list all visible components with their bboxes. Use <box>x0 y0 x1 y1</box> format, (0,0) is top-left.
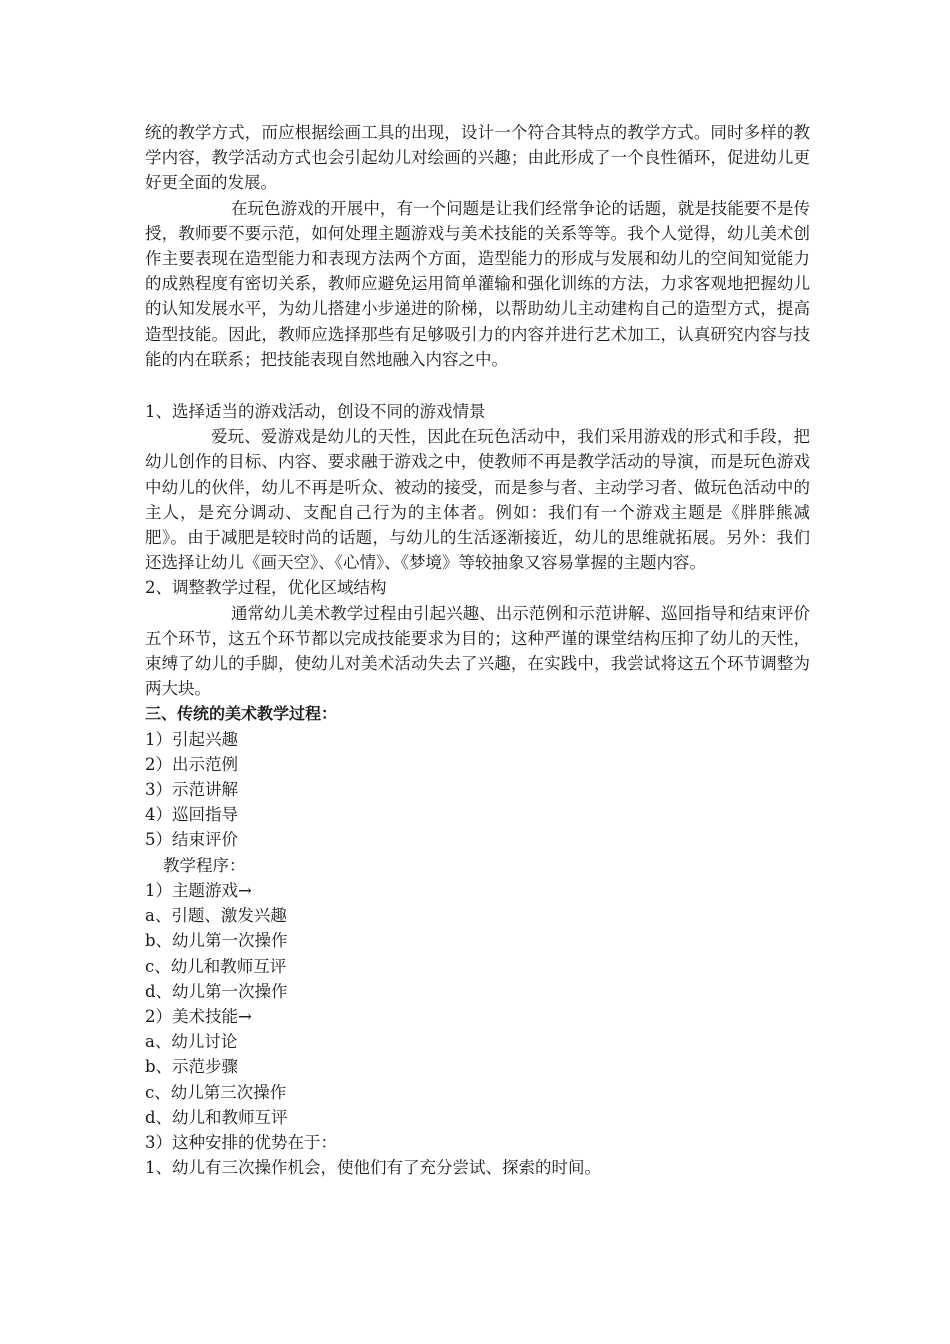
program-part1-item: a、引题、激发兴趣 <box>145 906 287 926</box>
section1-body: 爱玩、爱游戏是幼儿的天性，因此在玩色活动中，我们采用游戏的形式和手段，把幼儿创作的目标、内容、要求融于游戏之中，使教师不再是教学活动的导演，而是玩色游戏中幼儿的伙伴，幼儿不再是听众、被动的接受，而是参与者、主动学习者、做玩色活动中的主人，是充分调动、支配自己行为的主体者。例如：我们有一个游戏主题是《胖胖熊减肥》。由于减肥是较时尚的话题，与幼儿的生活逐渐接近，幼儿的思维就拓展。另外：我们还选择让幼儿《画天空》、《心情》、《梦境》等较抽象又容易掌握的主题内容。 <box>145 427 810 573</box>
document-body <box>145 120 810 1180</box>
traditional-step: 5）结束评价 <box>145 830 238 850</box>
section2-body: 通常幼儿美术教学过程由引起兴趣、出示范例和示范讲解、巡回指导和结束评价五个环节，这五个环节都以完成技能要求为目的；这种严谨的课堂结构压抑了幼儿的天性，束缚了幼儿的手脚，使幼儿对美术活动失去了兴趣，在实践中，我尝试将这五个环节调整为两大块。 <box>145 603 810 699</box>
program-label: 教学程序： <box>163 855 246 875</box>
section1-title: 1、选择适当的游戏活动，创设不同的游戏情景 <box>145 402 486 422</box>
program-part2-item: b、示范步骤 <box>145 1057 239 1077</box>
section2-title: 2、调整教学过程，优化区域结构 <box>145 578 387 598</box>
program-part2-item: c、幼儿第三次操作 <box>145 1082 287 1102</box>
advantage-label: 3）这种安排的优势在于： <box>145 1132 337 1152</box>
paragraph-skill: 在玩色游戏的开展中，有一个问题是让我们经常争论的话题，就是技能要不是传授，教师要不要示范，如何处理主题游戏与美术技能的关系等等。我个人觉得，幼儿美术创作主要表现在造型能力和表现方法两个方面，造型能力的形成与发展和幼儿的空间知觉能力的成熟程度有密切关系，教师应避免运用简单灌输和强化训练的方法，力求客观地把握幼儿的认知发展水平，为幼儿搭建小步递进的阶梯，以帮助幼儿主动建构自己的造型方式，提高造型技能。因此，教师应选择那些有足够吸引力的内容并进行艺术加工，认真研究内容与技能的内在联系；把技能表现自然地融入内容之中。 <box>145 198 810 369</box>
blank-line <box>145 372 810 399</box>
paragraph-intro: 统的教学方式，而应根据绘画工具的出现，设计一个符合其特点的教学方式。同时多样的教学内容，教学活动方式也会引起幼儿对绘画的兴趣；由此形成了一个良性循环，促进幼儿更好更全面的发展。 <box>145 123 810 193</box>
section3-title: 三、传统的美术教学过程： <box>145 704 338 724</box>
traditional-step: 3）示范讲解 <box>145 780 238 800</box>
program-part1-title: 1）主题游戏→ <box>145 880 252 900</box>
program-part1-item: b、幼儿第一次操作 <box>145 931 288 951</box>
advantage-item: 1、幼儿有三次操作机会，使他们有了充分尝试、探索的时间。 <box>145 1158 601 1178</box>
traditional-step: 2）出示范例 <box>145 754 238 774</box>
traditional-step: 1）引起兴趣 <box>145 729 238 749</box>
program-part2-item: a、幼儿讨论 <box>145 1032 238 1052</box>
program-part1-item: c、幼儿和教师互评 <box>145 956 287 976</box>
program-part2-title: 2）美术技能→ <box>145 1006 252 1026</box>
program-part2-item: d、幼儿和教师互评 <box>145 1107 288 1127</box>
program-part1-item: d、幼儿第一次操作 <box>145 981 288 1001</box>
traditional-step: 4）巡回指导 <box>145 805 238 825</box>
